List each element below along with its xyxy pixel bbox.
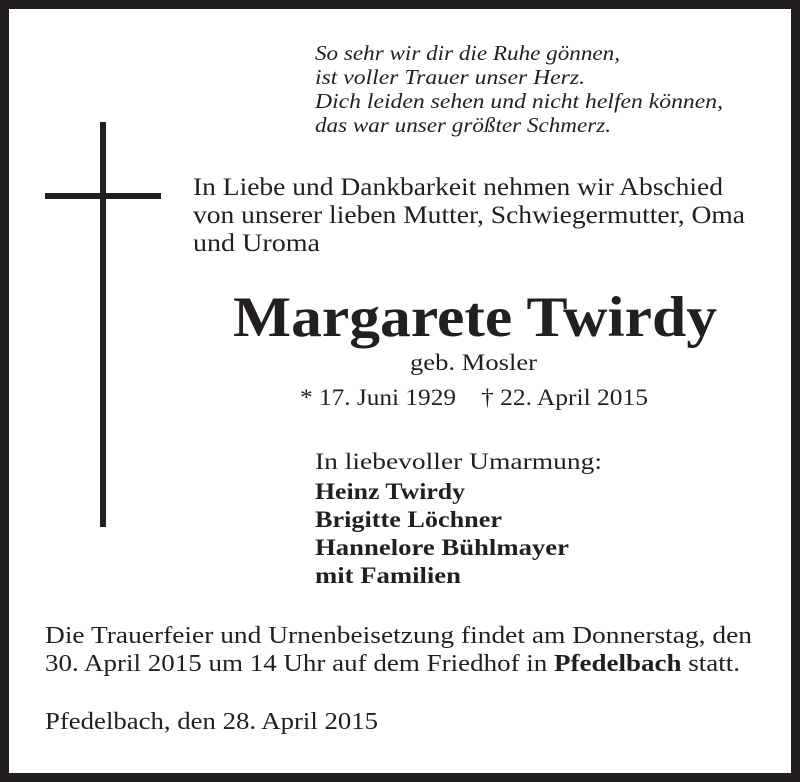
ceremony-line: Die Trauerfeier und Urnenbeisetzung findet am Donnerstag, den [45, 623, 752, 649]
birth-date: * 17. Juni 1929 [300, 385, 456, 410]
intro-line: von unserer lieben Mutter, Schwiegermutter, Oma [193, 202, 745, 229]
mourners-heading: In liebevoller Umarmung: [315, 449, 602, 474]
ceremony-text: 30. April 2015 um 14 Uhr auf dem Friedhof in [45, 651, 555, 677]
cross-icon [100, 122, 106, 527]
ceremony-text: statt. [681, 651, 740, 677]
mourner-name: Brigitte Löchner [315, 507, 502, 532]
signoff: Pfedelbach, den 28. April 2015 [45, 709, 378, 735]
mourner-name: Heinz Twirdy [315, 479, 465, 504]
maiden-name: geb. Mosler [410, 350, 537, 375]
intro-line: In Liebe und Dankbarkeit nehmen wir Abschied [193, 174, 723, 201]
poem-line: ist voller Trauer unser Herz. [315, 65, 585, 89]
cross-icon-bar [45, 193, 161, 199]
poem-line: Dich leiden sehen und nicht helfen können, [315, 89, 723, 113]
mourner-name: mit Familien [315, 563, 461, 588]
ceremony-line-2 [45, 652, 740, 676]
mourner-name: Hannelore Bühlmayer [315, 535, 569, 560]
death-date: † 22. April 2015 [481, 385, 648, 410]
intro-line: und Uroma [193, 230, 320, 257]
poem-line: So sehr wir dir die Ruhe gönnen, [315, 41, 620, 65]
ceremony-place: Pfedelbach [554, 651, 682, 677]
deceased-name: Margarete Twirdy [233, 286, 717, 349]
poem-line: das war unser größter Schmerz. [315, 113, 611, 137]
